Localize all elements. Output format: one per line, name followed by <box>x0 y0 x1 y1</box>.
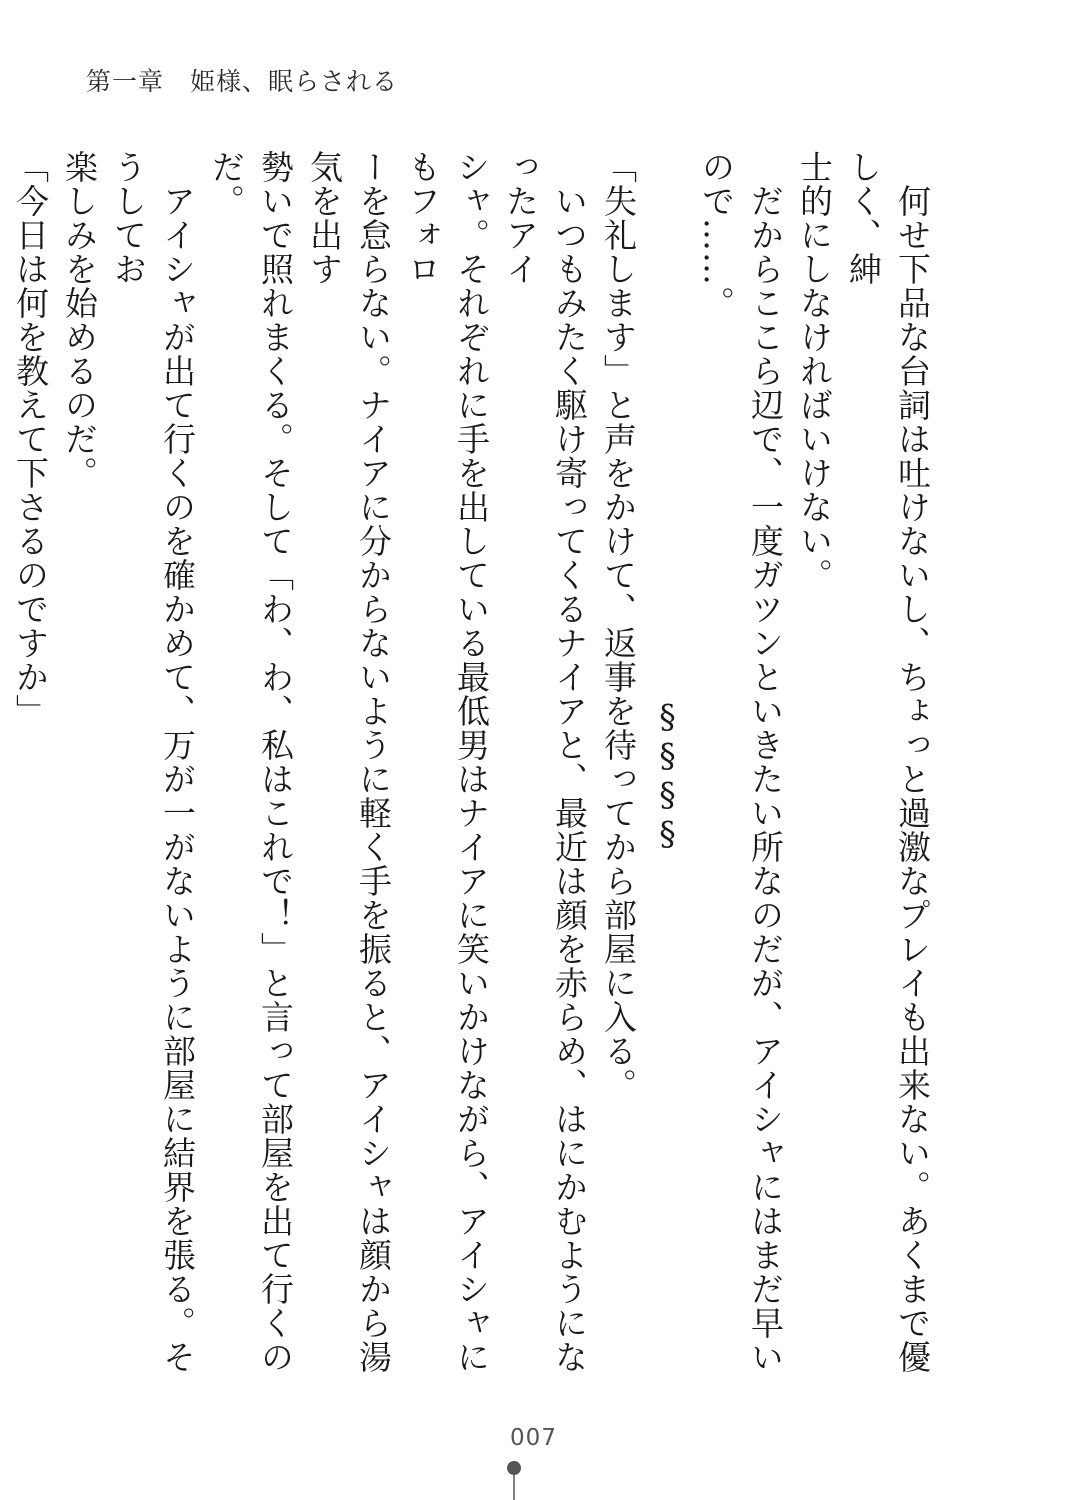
page-marker-icon <box>504 1458 524 1500</box>
text-line: アイシャが出て行くのを確かめて、万が一がないように部屋に結界を張る。そうしてお <box>109 150 197 1374</box>
text-line: ーを怠らない。ナイアに分からないように軽く手を振ると、アイシャは顔から湯気を出す <box>305 150 393 1374</box>
text-line: だからここら辺で、一度ガツンといきたい所なのだが、アイシャにはまだ早いので……。 <box>697 150 785 1374</box>
section-break: §§§§ <box>648 697 687 853</box>
text-line <box>0 150 6 1400</box>
text-line: 士的にしなければいけない。 <box>795 150 834 592</box>
text-line: 「失礼します」と声をかけて、返事を待ってから部屋に入る。 <box>599 150 638 1102</box>
text-line: 勢いで照れまくる。そして「わ、わ、私はこれで！」と言って部屋を出て行くのだ。 <box>207 150 295 1374</box>
page-number: 007 <box>510 1425 557 1451</box>
text-line: 何せ下品な台詞は吐けないし、ちょっと過激なプレイも出来ない。あくまで優しく、紳 <box>844 150 932 1374</box>
running-head: 第一章 姫様、眠らされる <box>86 67 399 96</box>
text-line: いつもみたく駆け寄ってくるナイアと、最近は顔を赤らめ、はにかむようになったアイ <box>501 150 589 1374</box>
body-text <box>11 150 937 1400</box>
text-line: 「今日は何を教えて下さるのですか」 <box>11 150 50 728</box>
text-line: 楽しみを始めるのだ。 <box>60 150 99 490</box>
text-line: シャ。それぞれに手を出している最低男はナイアに笑いかけながら、アイシャにもフォロ <box>403 150 491 1374</box>
